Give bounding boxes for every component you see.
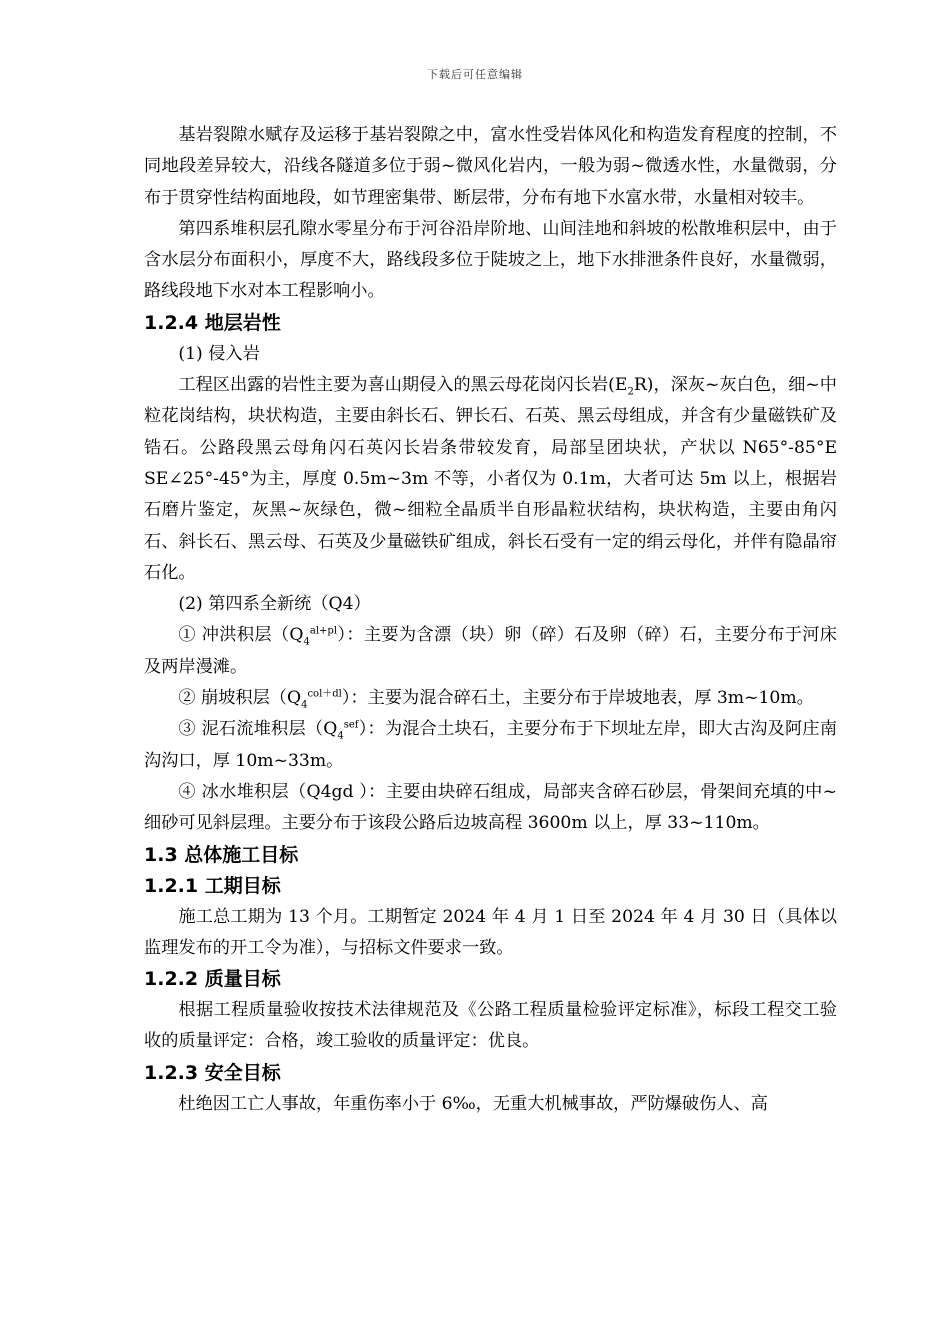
subheading-intrusive-rock: (1) 侵入岩 [178, 343, 260, 364]
item-colluvial: ② 崩坡积层$(Q_4^{col+dl})$：主要为混合碎石土，主要分布于岸坡地表，厚 3m~10m。 [178, 688, 814, 711]
item-debris-flow: ③ 泥石流堆积层$(Q_4^{sef})$：为混合土块石，主要分布于下坝址左岸，即大古沟及阿庄南沟沟口，厚 10m~33m。 [144, 719, 838, 771]
heading-1-2-2: 1.2.2 质量目标 [144, 968, 281, 991]
item-glacial: ④ 冰水堆积层（Q4gd ）：主要由块碎石组成，局部夹含碎石砂层，骨架间充填的中~细砂可见斜层理。主要分布于该段公路后边坡高程 3600m 以上，厚 33~110m。 [144, 781, 837, 834]
heading-1-2-1: 1.2.1 工期目标 [144, 874, 281, 897]
paragraph-quality: 根据工程质量验收按技术法律规范及《公路工程质量检验评定标准》，标段工程交工验收的质量评定：合格，竣工验收的质量评定：优良。 [144, 1000, 837, 1052]
heading-1-3: 1.3 总体施工目标 [144, 843, 299, 866]
paragraph-safety: 杜绝因工亡人事故，年重伤率小于 6‰，无重大机械事故，严防爆破伤人、高 [178, 1093, 768, 1114]
subheading-quaternary: (2) 第四系全新统（Q4） [178, 594, 371, 615]
paragraph-quaternary-water: 第四系堆积层孔隙水零星分布于河谷沿岸阶地、山间洼地和斜坡的松散堆积层中，由于含水层分布面积小，厚度不大，路线段多位于陡坡之上，地下水排泄条件良好，水量微弱，路线段地下水对本工程影响小。 [144, 218, 837, 302]
heading-1-2-3: 1.2.3 安全目标 [144, 1061, 281, 1084]
heading-1-2-4: 1.2.4 地层岩性 [144, 311, 281, 334]
page-header: 下载后可任意编辑 [427, 68, 523, 81]
paragraph-bedrock-water: 基岩裂隙水赋存及运移于基岩裂隙之中，富水性受岩体风化和构造发育程度的控制，不同地段差异较大，沿线各隧道多位于弱~微风化岩内，一般为弱~微透水性，水量微弱，分布于贯穿性结构面地段，如节理密集带、断层带，分布有地下水富水带，水量相对较丰。 [144, 125, 837, 208]
paragraph-schedule: 施工总工期为 13 个月。工期暂定 2024 年 4 月 1 日至 2024 年 4 月 30 日（具体以监理发布的开工令为准），与招标文件要求一致。 [144, 906, 837, 958]
paragraph-intrusive-rock: 工程区出露的岩性主要为喜山期侵入的黑云母花岗闪长岩$(E_2R)$，深灰~灰白色，细~中粒花岗结构，块状构造，主要由斜长石、钾长石、石英、黑云母组成，并含有少量磁铁矿及锆石。公路段黑云母角闪石英闪长岩条带较发育，局部呈团块状，产状以 N65°-85°E SE∠25°-45°为主，厚度 0.5m~3m 不等，小者仅为 0.1m，大者可达 5m 以上，根据岩石磨片鉴定，灰黑~灰绿色，微~细粒全晶质半自形晶粒状结构，块状构造，主要由角闪石、斜长石、黑云母、石英及少量磁铁矿组成，斜长石受有一定的绢云母化，并伴有隐晶帘石化。 [144, 375, 837, 583]
item-alluvial: ① 冲洪积层$(Q_4^{al+pl})$：主要为含漂（块）卵（碎）石及卵（碎）石，主要分布于河床及两岸漫滩。 [144, 625, 837, 677]
document-body [144, 120, 837, 1120]
